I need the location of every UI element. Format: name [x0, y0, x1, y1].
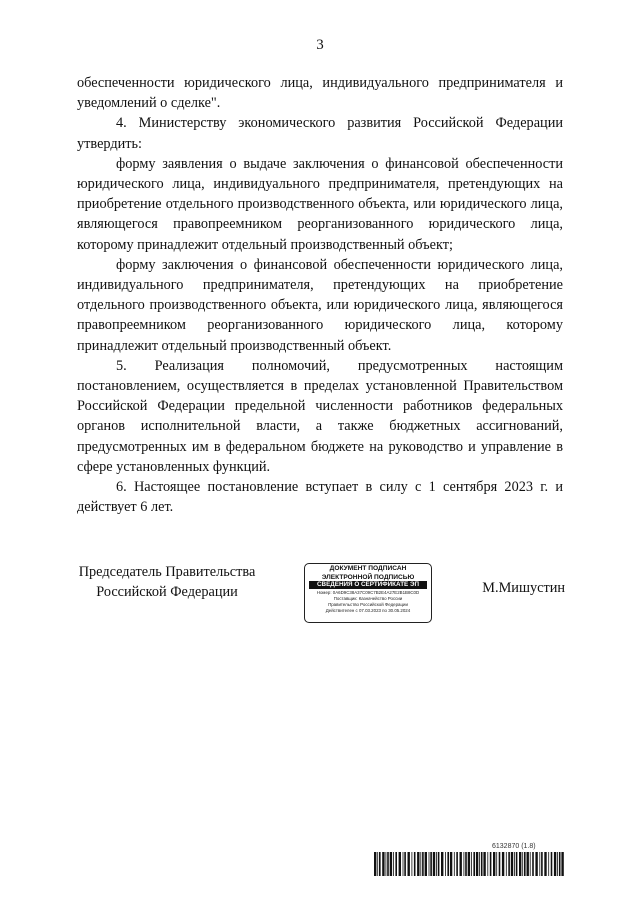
paragraph-item-4: 4. Министерству экономического развития Российской Федерации утвердить: [77, 115, 563, 152]
stamp-heading-line-2: ЭЛЕКТРОННОЙ ПОДПИСЬЮ [321, 573, 415, 581]
paragraph-continuation: обеспеченности юридического лица, индивидуального предпринимателя и уведомлений о сделке". [77, 75, 563, 112]
paragraph-item-5: 5. Реализация полномочий, предусмотренных настоящим постановлением, осуществляется в пределах установленной Правительством Российской Федерации предельной численности работников федеральных органов исполнительной власти, а также бюджетных ассигнований, предусмотренных им в федеральном бюджете на руководство и управление в сфере установленных функций. [77, 357, 563, 475]
barcode-label: 6132870 (1.8) [492, 843, 536, 850]
signatory-title-line-1: Председатель Правительства [78, 564, 256, 580]
paragraph-conclusion-form: форму заключения о финансовой обеспеченности юридического лица, индивидуального предпринимателя, претендующих на приобретение отдельного производственного объекта, или юридического лица, являющегося правопреемником реорганизованного юридического лица, которому принадлежит отдельный производственный объект. [77, 256, 563, 354]
stamp-owner: Правительство Российской Федерации [328, 602, 408, 608]
page-number: 3 [316, 37, 324, 53]
signatory-title [77, 562, 257, 602]
stamp-validity: Действителен с 07.03.2023 по 30.05.2024 [325, 608, 411, 614]
stamp-issuer: Поставщик: Казначейство России [333, 596, 403, 602]
stamp-serial: Номер: 0A6D9C38A37C09C7B2E4A27E2B1B8C0D [316, 590, 420, 596]
paragraph-application-form: форму заявления о выдаче заключения о финансовой обеспеченности юридического лица, индивидуального предпринимателя, претендующих на приобретение отдельного производственного объекта, или юридического лица, являющегося правопреемником реорганизованного юридического лица, которому принадлежит отдельный производственный объект; [77, 155, 563, 253]
document-body [77, 73, 563, 517]
stamp-heading-line-1: ДОКУМЕНТ ПОДПИСАН [329, 565, 407, 572]
electronic-signature-stamp [304, 563, 432, 623]
paragraph-item-6: 6. Настоящее постановление вступает в силу с 1 сентября 2023 г. и действует 6 лет. [77, 479, 563, 516]
signatory-title-line-2: Российской Федерации [96, 584, 238, 600]
barcode-icon [374, 852, 564, 876]
stamp-certificate-bar: СВЕДЕНИЯ О СЕРТИФИКАТЕ ЭП [309, 581, 427, 589]
signatory-name: М.Мишустин [482, 580, 565, 596]
